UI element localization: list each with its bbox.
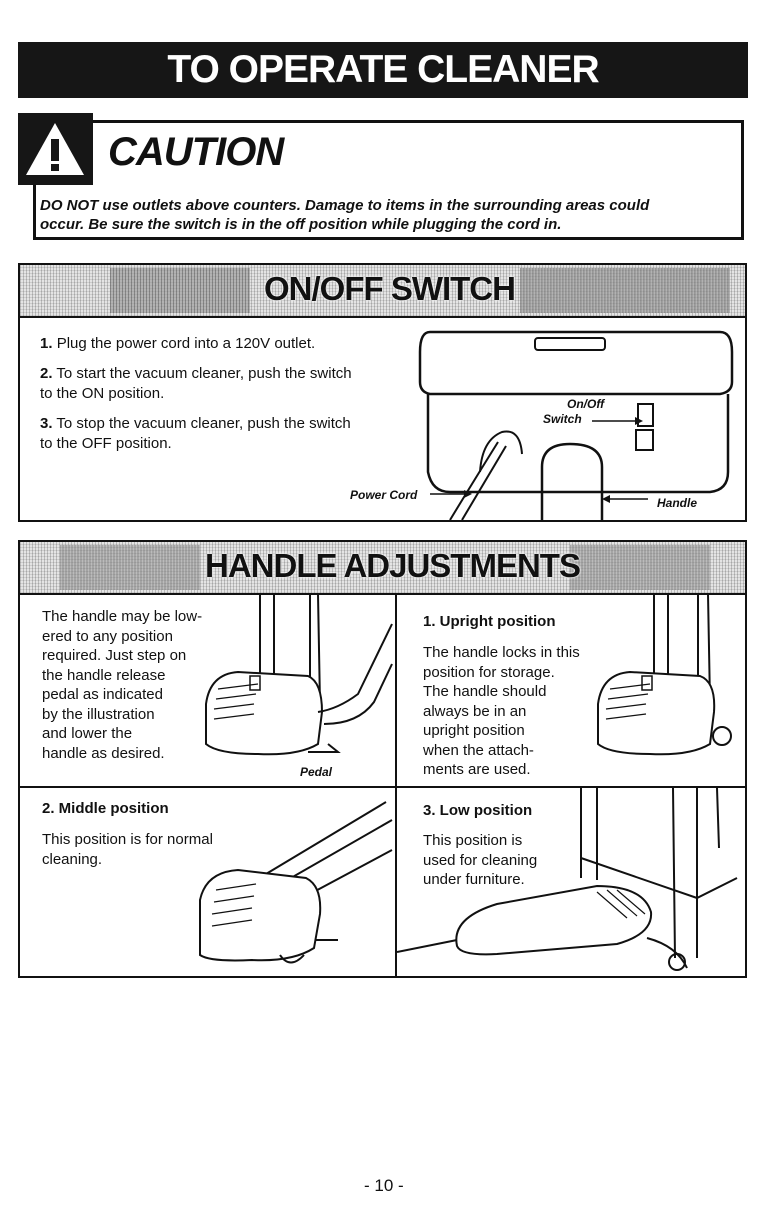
handle-header-shade-right xyxy=(570,545,710,590)
onoff-step-1 xyxy=(40,334,315,354)
onoff-title: ON/OFF SWITCH xyxy=(264,270,515,307)
switch-label-line: Switch xyxy=(543,412,582,426)
upright-line: always be in an xyxy=(423,702,527,720)
step-text: To start the vacuum cleaner, push the switch xyxy=(56,365,352,382)
pedal-label: Pedal xyxy=(300,765,333,779)
intro-line: and lower the xyxy=(42,725,133,742)
step-number: 2. xyxy=(40,365,53,382)
step-number: 3. xyxy=(40,415,53,432)
low-line: used for cleaning xyxy=(423,851,538,869)
middle-text xyxy=(42,830,213,869)
step-text: to the OFF position. xyxy=(40,434,172,452)
middle-line: This position is for normal xyxy=(42,831,213,848)
onoff-header-shade-right xyxy=(520,268,730,313)
upright-line: when the attach- xyxy=(423,741,534,759)
switch-label-line: On/Off xyxy=(567,397,605,411)
page-title-bar xyxy=(18,42,748,98)
upright-line: ments are used. xyxy=(423,761,531,778)
low-line: under furniture. xyxy=(423,871,525,888)
upright-line: upright position xyxy=(423,722,525,739)
handle-label: Handle xyxy=(657,496,698,510)
upright-heading: 1. Upright position xyxy=(423,613,556,630)
step-text: To stop the vacuum cleaner, push the switch xyxy=(56,415,351,432)
intro-line: handle as desired. xyxy=(42,744,165,762)
middle-line: cleaning. xyxy=(42,850,103,868)
low-heading: 3. Low position xyxy=(423,802,533,819)
pedal-illustration xyxy=(198,594,394,769)
handle-title: HANDLE ADJUSTMENTS xyxy=(205,547,580,584)
step-number: 1. xyxy=(40,335,53,352)
caution-heading: CAUTION xyxy=(108,130,284,174)
handle-intro xyxy=(42,607,202,763)
middle-illustration xyxy=(196,790,394,975)
caution-icon-panel xyxy=(18,113,93,185)
switch-label xyxy=(543,397,605,427)
upright-line: The handle locks in this xyxy=(423,644,580,661)
upright-text xyxy=(423,643,580,780)
power-cord-label: Power Cord xyxy=(350,488,418,502)
middle-heading: 2. Middle position xyxy=(42,800,169,817)
caution-line: DO NOT use outlets above counters. Damage to items in the surrounding areas could xyxy=(40,197,650,214)
caution-text xyxy=(40,196,730,234)
intro-line: pedal as indicated xyxy=(42,686,163,703)
onoff-step-2 xyxy=(40,364,352,403)
onoff-step-3 xyxy=(40,414,351,453)
step-text: Plug the power cord into a 120V outlet. xyxy=(56,335,316,352)
step-text: to the ON position. xyxy=(40,384,165,402)
caution-line: occur. Be sure the switch is in the off position while plugging the cord in. xyxy=(40,216,562,233)
intro-line: ered to any position xyxy=(42,627,173,645)
upright-line: position for storage. xyxy=(423,663,555,681)
intro-line: the handle release xyxy=(42,666,166,684)
upright-line: The handle should xyxy=(423,683,547,700)
upright-illustration xyxy=(594,594,744,764)
intro-line: required. Just step on xyxy=(42,647,187,664)
low-line: This position is xyxy=(423,832,523,849)
page-title: TO OPERATE CLEANER xyxy=(167,48,599,91)
low-illustration xyxy=(397,788,745,976)
intro-line: by the illustration xyxy=(42,705,155,723)
warning-triangle-icon xyxy=(18,113,93,185)
handle-header-shade-left xyxy=(60,545,200,590)
page-number: - 10 - xyxy=(364,1176,404,1195)
intro-line: The handle may be low- xyxy=(42,608,203,625)
onoff-header-shade-left xyxy=(110,268,250,313)
